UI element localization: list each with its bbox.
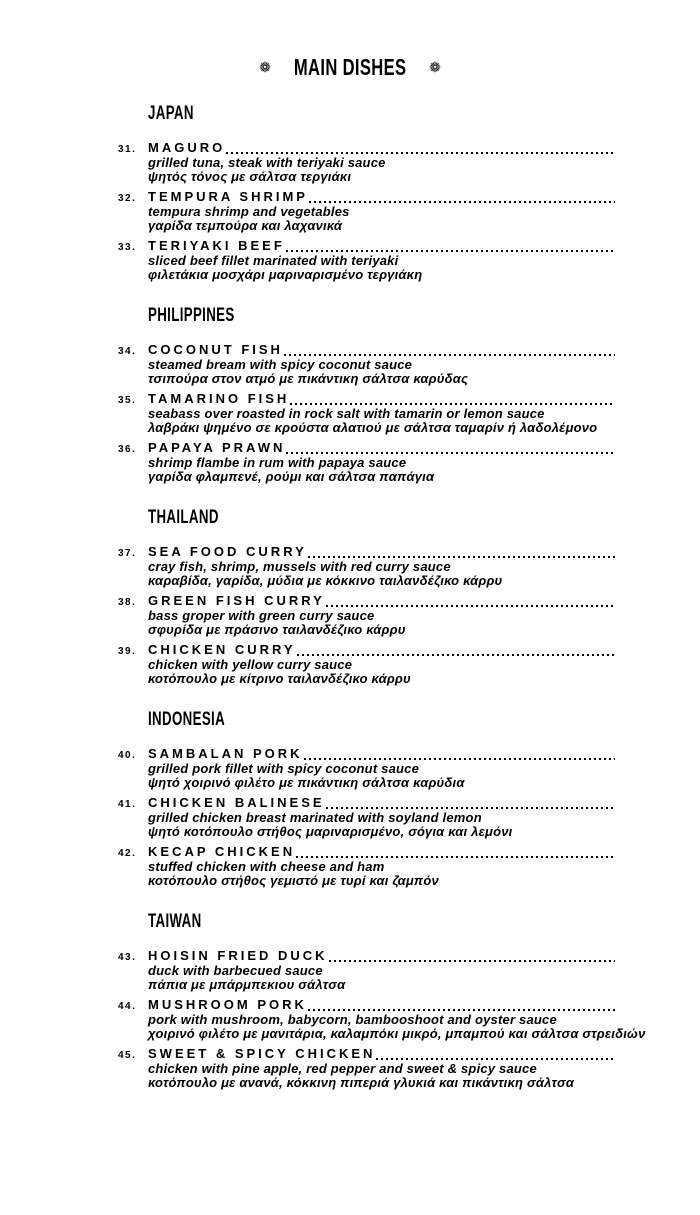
section-items bbox=[118, 140, 615, 282]
menu-item-name: PAPAYA PRAWN bbox=[148, 440, 286, 455]
menu-page bbox=[0, 54, 700, 1215]
menu-item-description-greek: ψητό χοιρινό φιλέτο με πικάντικη σάλτσα καρύδια bbox=[148, 775, 465, 790]
menu-item-name-row bbox=[148, 391, 615, 407]
menu-item-name: SEA FOOD CURRY bbox=[148, 544, 307, 559]
menu-item-description-english: steamed bream with spicy coconut sauce bbox=[148, 357, 413, 372]
menu-item-description-english: bass groper with green curry sauce bbox=[148, 608, 375, 623]
menu-section bbox=[118, 507, 615, 686]
menu-item-description-english: shrimp flambe in rum with papaya sauce bbox=[148, 455, 407, 470]
menu-section bbox=[118, 709, 615, 888]
menu-item-description-english: grilled chicken breast marinated with soyland lemon bbox=[148, 810, 482, 825]
dotted-leader bbox=[296, 856, 615, 858]
menu-item-description-greek: κοτόπουλο με ανανά, κόκκινη πιπεριά γλυκιά και πικάντικη σάλτσα bbox=[148, 1075, 575, 1090]
section-header bbox=[148, 710, 615, 730]
dotted-leader bbox=[290, 403, 615, 405]
menu-item-name: COCONUT FISH bbox=[148, 342, 283, 357]
menu-item-description-greek: κοτόπουλο στήθος γεμιστό με τυρί και ζαμπόν bbox=[148, 873, 439, 888]
menu-item-description-greek: γαρίδα τεμπούρα και λαχανικά bbox=[148, 218, 343, 233]
menu-item-name: TAMARINO FISH bbox=[148, 391, 290, 406]
section-header-label: THAILAND bbox=[148, 507, 219, 528]
menu-item-name-row bbox=[148, 746, 615, 762]
dotted-leader bbox=[308, 556, 615, 558]
dotted-leader bbox=[297, 654, 615, 656]
section-header bbox=[148, 306, 615, 326]
section-header bbox=[148, 508, 615, 528]
menu-item-number: 31. bbox=[118, 144, 137, 155]
menu-sections bbox=[118, 103, 646, 1090]
menu-item-name: TEMPURA SHRIMP bbox=[148, 189, 308, 204]
dotted-leader bbox=[309, 201, 615, 203]
dotted-leader bbox=[286, 452, 615, 454]
dotted-leader bbox=[284, 354, 615, 356]
menu-item-number: 42. bbox=[118, 848, 137, 859]
section-header-label: INDONESIA bbox=[148, 709, 226, 730]
menu-item-name-row bbox=[148, 189, 615, 205]
menu-item-description-english: chicken with yellow curry sauce bbox=[148, 657, 353, 672]
menu-item-name-row bbox=[148, 997, 615, 1013]
menu-item-description-english: grilled pork fillet with spicy coconut sauce bbox=[148, 761, 420, 776]
menu-item bbox=[118, 140, 615, 184]
menu-item-name-row bbox=[148, 844, 615, 860]
menu-item-name-row bbox=[148, 593, 615, 609]
menu-item-name-row bbox=[148, 948, 615, 964]
menu-item bbox=[118, 544, 615, 588]
menu-item-name-row bbox=[148, 342, 615, 358]
menu-item bbox=[118, 189, 615, 233]
section-header bbox=[148, 912, 615, 932]
menu-item bbox=[118, 746, 615, 790]
menu-item bbox=[118, 642, 615, 686]
menu-item bbox=[118, 593, 615, 637]
menu-item-description-english: seabass over roasted in rock salt with tamarin or lemon sauce bbox=[148, 406, 545, 421]
section-header bbox=[148, 104, 615, 124]
menu-item-number: 40. bbox=[118, 750, 137, 761]
dotted-leader bbox=[304, 758, 615, 760]
menu-item-description-english: pork with mushroom, babycorn, bambooshoot and oyster sauce bbox=[148, 1012, 557, 1027]
dotted-leader bbox=[376, 1058, 615, 1060]
menu-item-name: MAGURO bbox=[148, 140, 226, 155]
menu-item-description-greek: λαβράκι ψημένο σε κρούστα αλατιού με σάλτσα ταμαρίν ή λαδολέμονο bbox=[148, 420, 598, 435]
menu-item-name-row bbox=[148, 440, 615, 456]
page-title-row bbox=[0, 54, 700, 80]
menu-item-description-english: grilled tuna, steak with teriyaki sauce bbox=[148, 155, 386, 170]
section-items bbox=[118, 948, 646, 1090]
dotted-leader bbox=[326, 605, 615, 607]
menu-item-description-greek: καραβίδα, γαρίδα, μύδια με κόκκινο ταιλανδέζικο κάρρυ bbox=[148, 573, 503, 588]
menu-item bbox=[118, 795, 615, 839]
menu-item-name-row bbox=[148, 140, 615, 156]
section-items bbox=[118, 544, 615, 686]
menu-item-description-greek: σφυρίδα με πράσινο ταιλανδέζικο κάρρυ bbox=[148, 622, 406, 637]
menu-item-description-english: stuffed chicken with cheese and ham bbox=[148, 859, 385, 874]
menu-item-name-row bbox=[148, 642, 615, 658]
flower-ornament-left-icon: ❁ bbox=[259, 59, 271, 75]
menu-item-name: TERIYAKI BEEF bbox=[148, 238, 285, 253]
menu-item-name-row bbox=[148, 238, 615, 254]
menu-item bbox=[118, 440, 615, 484]
section-header-label: PHILIPPINES bbox=[148, 305, 235, 326]
menu-item-name: MUSHROOM PORK bbox=[148, 997, 307, 1012]
menu-item-name: SAMBALAN PORK bbox=[148, 746, 303, 761]
menu-item bbox=[118, 238, 615, 282]
menu-item bbox=[118, 844, 615, 888]
menu-item bbox=[118, 948, 615, 992]
menu-item-description-english: cray fish, shrimp, mussels with red curry sauce bbox=[148, 559, 451, 574]
menu-item-name-row bbox=[148, 795, 615, 811]
menu-item-number: 43. bbox=[118, 952, 137, 963]
menu-item bbox=[118, 391, 615, 435]
menu-item-description-english: chicken with pine apple, red pepper and sweet & spicy sauce bbox=[148, 1061, 537, 1076]
menu-item-number: 44. bbox=[118, 1001, 137, 1012]
flower-ornament-right-icon: ❁ bbox=[429, 59, 441, 75]
menu-item-description-english: duck with barbecued sauce bbox=[148, 963, 323, 978]
menu-item bbox=[118, 997, 646, 1041]
menu-item-description-greek: ψητό κοτόπουλο στήθος μαριναρισμένο, σόγια και λεμόνι bbox=[148, 824, 513, 839]
menu-item bbox=[118, 1046, 615, 1090]
menu-item-description-greek: τσιπούρα στον ατμό με πικάντικη σάλτσα καρύδας bbox=[148, 371, 469, 386]
menu-item-number: 38. bbox=[118, 597, 137, 608]
menu-item bbox=[118, 342, 615, 386]
menu-item-description-greek: γαρίδα φλαμπενέ, ρούμι και σάλτσα παπάγια bbox=[148, 469, 435, 484]
menu-section bbox=[118, 103, 615, 282]
menu-item-number: 37. bbox=[118, 548, 137, 559]
menu-item-name: CHICKEN BALINESE bbox=[148, 795, 325, 810]
menu-item-name: KECAP CHICKEN bbox=[148, 844, 296, 859]
menu-item-number: 32. bbox=[118, 193, 137, 204]
menu-item-name: CHICKEN CURRY bbox=[148, 642, 296, 657]
menu-item-number: 35. bbox=[118, 395, 137, 406]
menu-item-number: 34. bbox=[118, 346, 137, 357]
page-title-text: MAIN DISHES bbox=[293, 54, 407, 80]
menu-item-name: HOISIN FRIED DUCK bbox=[148, 948, 328, 963]
menu-item-description-greek: ψητός τόνος με σάλτσα τεργιάκι bbox=[148, 169, 352, 184]
menu-item-number: 39. bbox=[118, 646, 137, 657]
menu-item-description-greek: φιλετάκια μοσχάρι μαριναρισμένο τεργιάκη bbox=[148, 267, 423, 282]
page-title bbox=[259, 54, 441, 80]
menu-item-name: SWEET & SPICY CHICKEN bbox=[148, 1046, 376, 1061]
dotted-leader bbox=[286, 250, 615, 252]
dotted-leader bbox=[329, 960, 615, 962]
menu-item-description-english: tempura shrimp and vegetables bbox=[148, 204, 350, 219]
section-items bbox=[118, 342, 615, 484]
menu-item-description-greek: χοιρινό φιλέτο με μανιτάρια, καλαμπόκι μικρό, μπαμπού και σάλτσα στρειδιών bbox=[148, 1026, 646, 1041]
section-header-label: JAPAN bbox=[148, 103, 194, 124]
menu-item-name: GREEN FISH CURRY bbox=[148, 593, 325, 608]
menu-item-name-row bbox=[148, 1046, 615, 1062]
menu-item-number: 41. bbox=[118, 799, 137, 810]
dotted-leader bbox=[226, 152, 615, 154]
dotted-leader bbox=[326, 807, 615, 809]
menu-item-number: 36. bbox=[118, 444, 137, 455]
section-header-label: TAIWAN bbox=[148, 911, 202, 932]
section-items bbox=[118, 746, 615, 888]
menu-section bbox=[118, 305, 615, 484]
menu-item-name-row bbox=[148, 544, 615, 560]
menu-section bbox=[118, 911, 646, 1090]
menu-item-description-greek: κοτόπουλο με κίτρινο ταιλανδέζικο κάρρυ bbox=[148, 671, 411, 686]
menu-item-number: 45. bbox=[118, 1050, 137, 1061]
dotted-leader bbox=[308, 1009, 615, 1011]
menu-item-description-greek: πάπια με μπάρμπεκιου σάλτσα bbox=[148, 977, 346, 992]
menu-item-description-english: sliced beef fillet marinated with teriyaki bbox=[148, 253, 399, 268]
menu-item-number: 33. bbox=[118, 242, 137, 253]
